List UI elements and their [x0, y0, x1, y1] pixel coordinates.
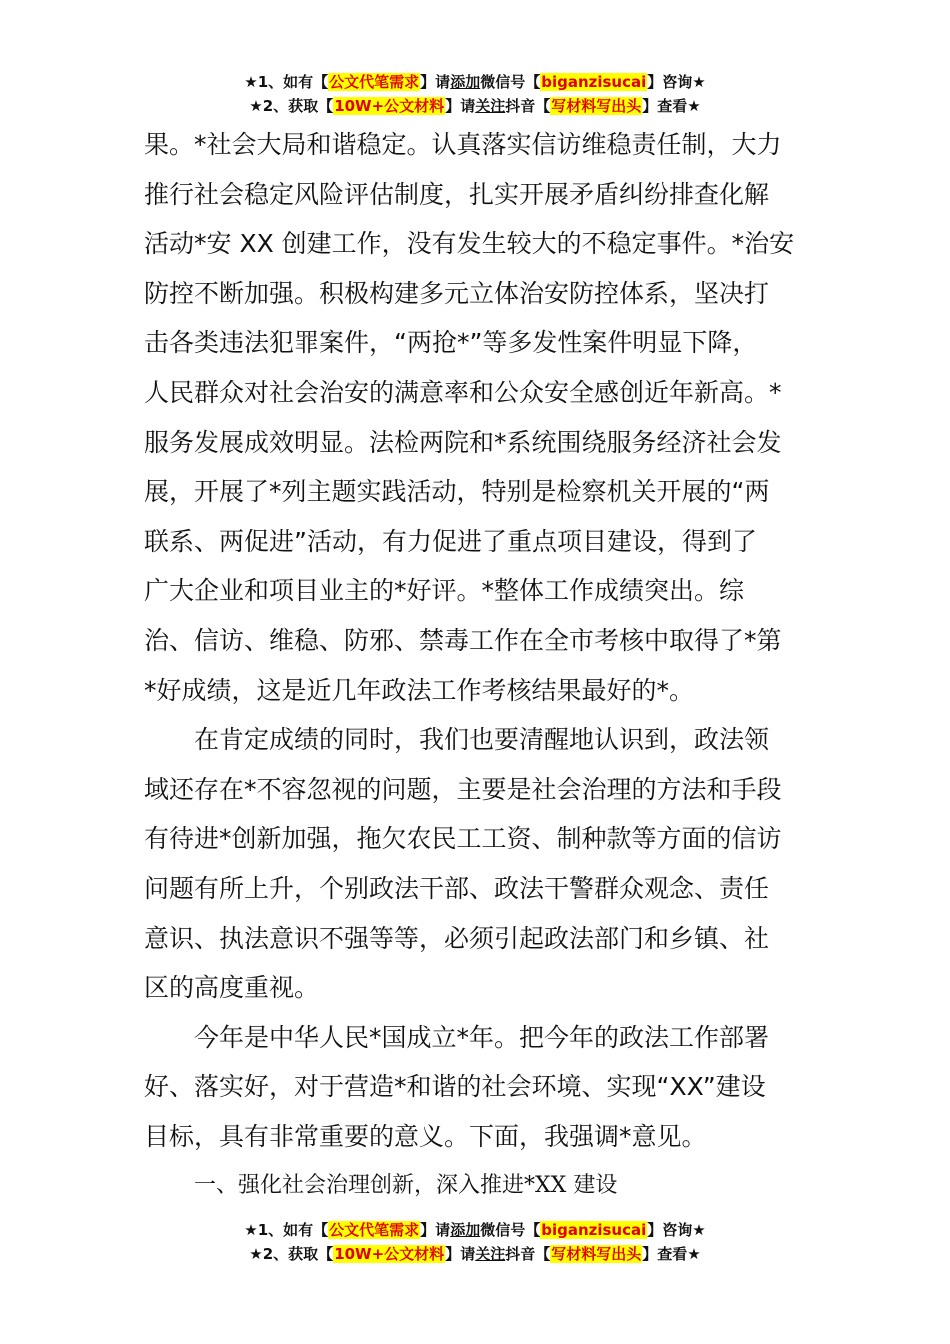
- banner-highlight: 公文代笔需求: [329, 1221, 420, 1239]
- banner-text: 】咨询★: [647, 73, 706, 91]
- banner-text: ★1、如有【: [244, 73, 329, 91]
- body-text: [144, 120, 810, 1161]
- banner-highlight: biganzisucai: [541, 73, 647, 91]
- section-heading: 一、强化社会治理创新，深入推进*XX 建设: [194, 1173, 618, 1198]
- banner-underlined: 关注: [475, 1245, 506, 1263]
- text-line: 联系、两促进”活动，有力促进了重点项目建设，得到了: [144, 526, 757, 556]
- paragraph-start-line: 在肯定成绩的同时，我们也要清醒地认识到，政法领: [194, 725, 770, 755]
- banner-text: ★2、获取【: [249, 97, 334, 115]
- banner-text: 】查看★: [642, 1245, 701, 1263]
- text-line: 域还存在*不容忽视的问题，主要是社会治理的方法和手段: [144, 774, 782, 804]
- ad-banner-top: [0, 70, 950, 118]
- banner-highlight: biganzisucai: [541, 1221, 647, 1239]
- banner-text: 微信号【: [480, 1221, 541, 1239]
- paragraph-start-line: 今年是中华人民*国成立*年。把今年的政法工作部署: [194, 1022, 770, 1052]
- banner-text: ★2、获取【: [249, 1245, 334, 1263]
- text-line: 展，开展了*列主题实践活动，特别是检察机关开展的“两: [144, 477, 770, 507]
- text-line: 有待进*创新加强，拖欠农民工工资、制种款等方面的信访: [144, 824, 782, 854]
- text-line: 问题有所上升，个别政法干部、政法干警群众观念、责任: [144, 873, 770, 903]
- banner-highlight: 写材料写出头: [551, 1245, 642, 1263]
- banner-text: 】请: [445, 1245, 476, 1263]
- text-line: 人民群众对社会治安的满意率和公众安全感创近年新高。*: [144, 377, 782, 407]
- banner-text: 】请: [445, 97, 476, 115]
- text-line: 击各类违法犯罪案件，“两抢*”等多发性案件明显下降，: [144, 328, 758, 358]
- text-line: 目标，具有非常重要的意义。下面，我强调*意见。: [144, 1121, 707, 1151]
- text-line: 好、落实好，对于营造*和谐的社会环境、实现“XX”建设: [144, 1072, 766, 1102]
- banner-text: 抖音【: [505, 97, 551, 115]
- text-line: 治、信访、维稳、防邪、禁毒工作在全市考核中取得了*第: [144, 625, 782, 655]
- text-line: 广大企业和项目业主的*好评。*整体工作成绩突出。综: [144, 576, 745, 606]
- text-line: 果。*社会大局和谐稳定。认真落实信访维稳责任制，大力: [144, 130, 782, 159]
- banner-text: 】请: [420, 1221, 451, 1239]
- text-line: 意识、执法意识不强等等，必须引起政法部门和乡镇、社: [144, 923, 770, 953]
- banner-text: 】请: [420, 73, 451, 91]
- banner-line-1: [0, 70, 950, 94]
- text-line: 防控不断加强。积极构建多元立体治安防控体系，坚决打: [144, 278, 770, 308]
- text-line: 服务发展成效明显。法检两院和*系统围绕服务经济社会发: [144, 427, 782, 457]
- banner-highlight: 公文代笔需求: [329, 73, 420, 91]
- text-line: 活动*安 XX 创建工作，没有发生较大的不稳定事件。*治安: [144, 229, 795, 259]
- text-line: 区的高度重视。: [144, 973, 320, 1003]
- banner-line-2: [0, 94, 950, 118]
- banner-text: 抖音【: [505, 1245, 551, 1263]
- banner-text: 】查看★: [642, 97, 701, 115]
- banner-highlight: 10W+公文材料: [334, 1245, 445, 1263]
- banner-text: 微信号【: [480, 73, 541, 91]
- banner-highlight: 写材料写出头: [551, 97, 642, 115]
- banner-underlined: 关注: [475, 97, 506, 115]
- banner-underlined: 添加: [450, 1221, 481, 1239]
- banner-highlight: 10W+公文材料: [334, 97, 445, 115]
- ad-banner-bottom: [0, 1218, 950, 1266]
- text-line: *好成绩，这是近几年政法工作考核结果最好的*。: [144, 675, 695, 705]
- banner-line-1: [0, 1218, 950, 1242]
- banner-underlined: 添加: [450, 73, 481, 91]
- banner-text: ★1、如有【: [244, 1221, 329, 1239]
- text-line: 推行社会稳定风险评估制度，扎实开展矛盾纠纷排查化解: [144, 179, 770, 209]
- banner-line-2: [0, 1242, 950, 1266]
- banner-text: 】咨询★: [647, 1221, 706, 1239]
